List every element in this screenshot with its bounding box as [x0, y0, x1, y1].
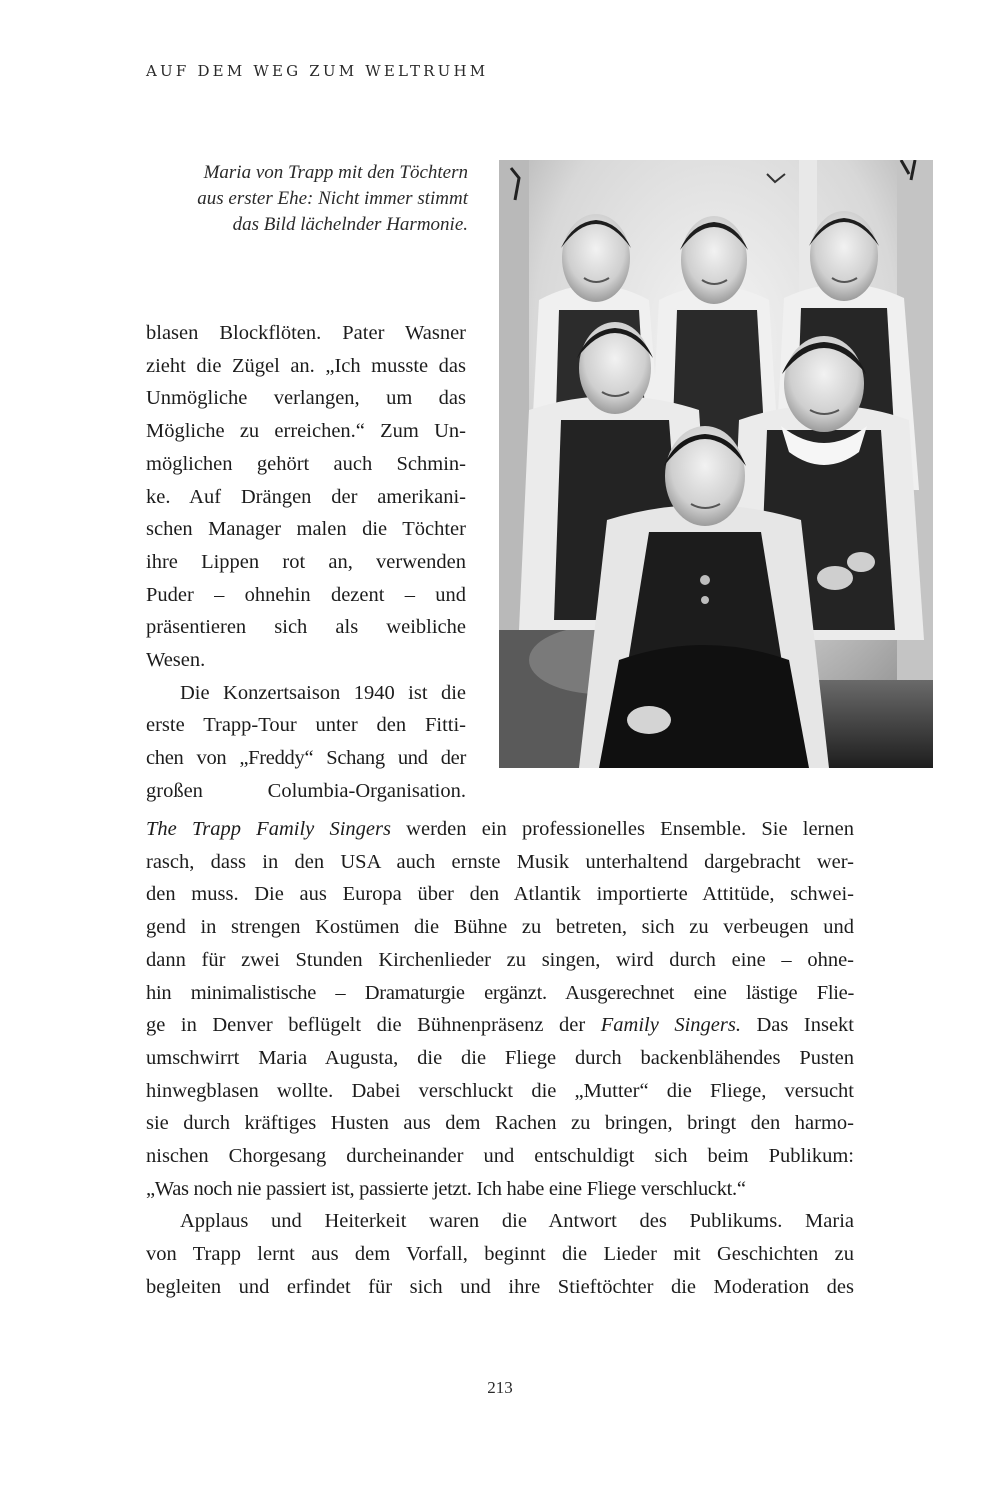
page-number: 213	[487, 1378, 513, 1397]
text-line: blasen Blockflöten. Pater Wasner	[146, 322, 466, 344]
text-line: umschwirrt Maria Augusta, die die Fliege durch backenblähendes Pusten	[146, 1046, 854, 1069]
text-line: Die Konzertsaison 1940 ist die	[180, 681, 466, 704]
text-line: sie durch kräftiges Husten aus dem Rachen zu bringen, bringt den harmo-	[146, 1112, 854, 1135]
text-line: ihre Lippen rot an, verwenden	[146, 550, 466, 573]
caption-line: Maria von Trapp mit den Töchtern	[203, 162, 468, 183]
text-line: rasch, dass in den USA auch ernste Musik unterhaltend dargebracht wer-	[146, 850, 854, 873]
running-head: AUF DEM WEG ZUM WELTRUHM	[146, 62, 489, 80]
text-line: zieht die Zügel an. „Ich musste das	[146, 354, 466, 377]
text-line	[146, 1009, 854, 1042]
text-line: Applaus und Heiterkeit waren die Antwort des Publikums. Maria	[180, 1210, 854, 1233]
italic-title: Family Singers.	[600, 1014, 741, 1037]
text-span: ge in Denver beflügelt die Bühnenpräsenz der	[146, 1014, 601, 1037]
text-line: begleiten und erfindet für sich und ihre Stieftöchter die Moderation des	[146, 1275, 854, 1298]
italic-title: The Trapp Family Singers	[146, 818, 391, 840]
text-line: von Trapp lernt aus dem Vorfall, beginnt die Lieder mit Geschichten zu	[146, 1243, 854, 1266]
text-line: ke. Auf Drängen der amerikani-	[146, 485, 466, 508]
text-span: werden ein professionelles Ensemble. Sie lernen	[390, 818, 854, 840]
text-line: erste Trapp-Tour unter den Fitti-	[146, 714, 466, 737]
group-photo	[499, 160, 933, 768]
text-line: großen Columbia-Organisation.	[146, 779, 466, 802]
text-line: hin minimalistische – Dramaturgie ergänzt. Ausgerechnet eine lästige Flie-	[146, 981, 854, 1004]
text-line: Puder – ohnehin dezent – und	[146, 583, 466, 606]
text-line: dann für zwei Stunden Kirchenlieder zu singen, wird durch eine – ohne-	[146, 948, 854, 971]
text-line: möglichen gehört auch Schmin-	[146, 452, 466, 475]
text-line	[146, 813, 854, 846]
text-line: schen Manager malen die Töchter	[146, 518, 466, 541]
text-line: Mögliche zu erreichen.“ Zum Un-	[146, 420, 466, 443]
text-line: gend in strengen Kostümen die Bühne zu betreten, sich zu verbeugen und	[146, 916, 854, 939]
caption-line: aus erster Ehe: Nicht immer stimmt	[197, 188, 468, 209]
photo-caption	[150, 160, 468, 238]
text-line: hinwegblasen wollte. Dabei verschluckt die „Mutter“ die Fliege, versucht	[146, 1079, 854, 1102]
body-text-wrapped	[146, 317, 466, 808]
body-text-full-width	[146, 813, 854, 1304]
text-line: Unmögliche verlangen, um das	[146, 387, 466, 410]
text-span: Das Insekt	[740, 1014, 854, 1037]
text-line: präsentieren sich als weibliche	[146, 616, 466, 639]
caption-line: das Bild lächelnder Harmonie.	[232, 214, 468, 235]
text-line: Wesen.	[146, 649, 206, 672]
text-line: den muss. Die aus Europa über den Atlantik importierte Attitüde, schwei-	[146, 883, 854, 906]
text-line: „Was noch nie passiert ist, passierte jetzt. Ich habe eine Fliege verschluckt.“	[146, 1177, 746, 1200]
text-line: chen von „Freddy“ Schang und der	[146, 747, 466, 770]
text-line: nischen Chorgesang durcheinander und entschuldigt sich beim Publikum:	[146, 1145, 854, 1168]
